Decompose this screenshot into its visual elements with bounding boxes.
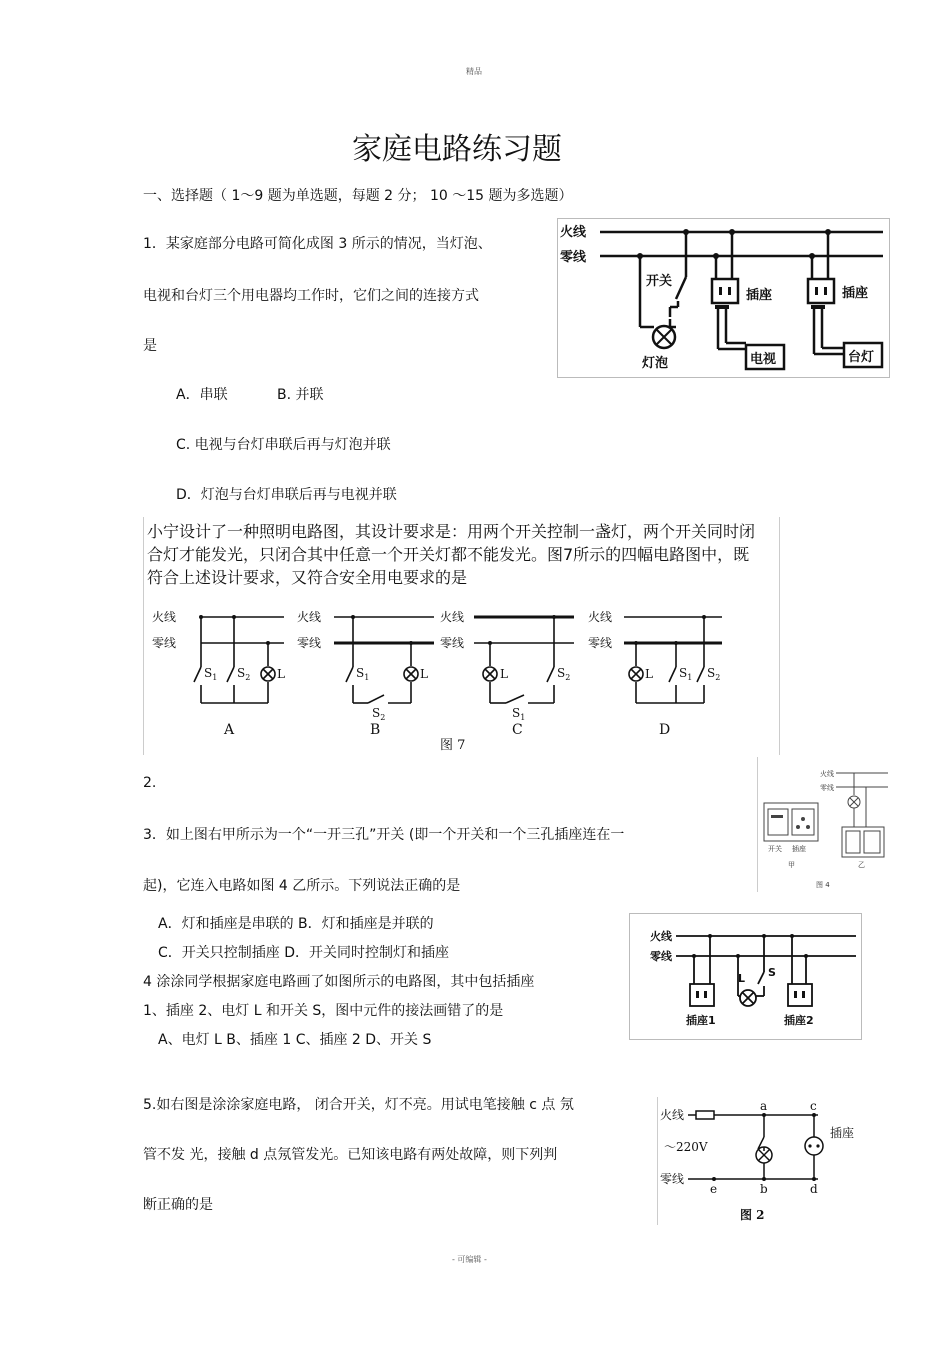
q5-line3: 断正确的是 — [143, 1197, 213, 1213]
q1-fig-lamp-label: 台灯 — [848, 350, 875, 365]
q1-line2: 电视和台灯三个用电器均工作时，它们之间的连接方式 — [143, 288, 479, 304]
q5-line2: 管不发 光，接触 d 点氖管发光。已知该电路有两处故障，则下列判 — [143, 1147, 558, 1163]
q4-fig-live: 火线 — [650, 930, 672, 943]
q2-b-l: L — [420, 667, 428, 681]
q2-caption: 图 7 — [440, 738, 466, 753]
q3-fig-jia: 甲 — [788, 861, 795, 869]
q1-fig-switch-label: 开关 — [646, 274, 673, 289]
q2-label-d: D — [659, 722, 671, 738]
q1-option-d: D．灯泡与台灯串联后再与电视并联 — [176, 487, 397, 503]
q2-b-neutral: 零线 — [297, 636, 322, 650]
q3-line1: 3．如上图右甲所示为一个“一开三孔”开关 (即一个开关和一个三孔插座连在一 — [143, 827, 625, 843]
q4-fig-neutral: 零线 — [650, 950, 672, 963]
q5-fig-caption: 图 2 — [740, 1208, 765, 1222]
q2-d-live: 火线 — [588, 610, 613, 624]
q4-fig-socket1: 插座1 — [686, 1014, 716, 1027]
q2-c-l: L — [500, 667, 508, 681]
q2-label-b: B — [370, 722, 381, 738]
q5-fig-neutral: 零线 — [660, 1172, 685, 1186]
q5-line1: 5.如右图是涂涂家庭电路， 闭合开关，灯不亮。用试电笔接触 c 点 氖 — [143, 1097, 574, 1113]
q5-fig-live: 火线 — [660, 1108, 685, 1122]
q2-label-a: A — [224, 722, 235, 738]
q2-text-line1: 小宁设计了一种照明电路图，其设计要求是：用两个开关控制一盏灯，两个开关同时闭 — [147, 522, 756, 541]
q3-fig-neutral: 零线 — [820, 784, 834, 792]
q4-line2: 1、插座 2、电灯 L 和开关 S，图中元件的接法画错了的是 — [143, 1003, 504, 1019]
q4-fig-l: L — [738, 972, 746, 985]
q3-options-ab: A．灯和插座是串联的 B．灯和插座是并联的 — [158, 916, 434, 932]
q1-circuit-figure — [557, 218, 890, 378]
page-header: 精品 — [466, 67, 482, 76]
q5-fig-a: a — [760, 1099, 768, 1113]
q3-fig-socket: 插座 — [792, 845, 806, 853]
page-footer: - 可编辑 - — [452, 1255, 487, 1264]
q2-d-l: L — [645, 667, 653, 681]
q2-b-s1: $S_1$ — [356, 666, 370, 682]
q2-label-c: C — [512, 722, 523, 738]
q2-c-neutral: 零线 — [440, 636, 465, 650]
q2-a-s1: $S_1$ — [204, 666, 218, 682]
q4-fig-s: S — [768, 966, 776, 979]
q1-option-a: A．串联 — [176, 387, 228, 403]
q4-options: A、电灯 L B、插座 1 C、插座 2 D、开关 S — [158, 1032, 432, 1048]
q1-fig-bulb-label: 灯泡 — [642, 356, 669, 371]
q1-line1: 1．某家庭部分电路可简化成图 3 所示的情况，当灯泡、 — [143, 236, 492, 252]
q3-fig-caption: 图 4 — [816, 881, 830, 889]
q1-option-c: C. 电视与台灯串联后再与灯泡并联 — [176, 437, 391, 453]
q2-c-s1: $S_1$ — [512, 706, 526, 722]
q5-fig-socket: 插座 — [830, 1126, 855, 1140]
q2-a-s2: $S_2$ — [237, 666, 251, 682]
q4-line1: 4 涂涂同学根据家庭电路画了如图所示的电路图，其中包括插座 — [143, 974, 535, 990]
q3-line2: 起)，它连入电路如图 4 乙所示。下列说法正确的是 — [143, 878, 461, 894]
q2-figure — [143, 517, 780, 755]
q3-options-cd: C．开关只控制插座 D．开关同时控制灯和插座 — [158, 945, 450, 961]
q2-b-live: 火线 — [297, 610, 322, 624]
q1-fig-live-label: 火线 — [560, 225, 587, 240]
q4-fig-socket2: 插座2 — [784, 1014, 814, 1027]
q1-line3: 是 — [143, 338, 157, 354]
section-heading: 一、选择题（ 1～9 题为单选题，每题 2 分； 10 ～15 题为多选题） — [143, 188, 573, 204]
q2-text-line3: 符合上述设计要求，又符合安全用电要求的是 — [147, 568, 468, 587]
q5-fig-voltage: ～220V — [664, 1140, 708, 1154]
q5-fig-d: d — [810, 1182, 818, 1196]
q5-fig-b: b — [760, 1182, 768, 1196]
q2-c-live: 火线 — [440, 610, 465, 624]
q1-fig-socket1-label: 插座 — [746, 288, 773, 303]
q2-a-l: L — [277, 667, 285, 681]
q2-c-s2: $S_2$ — [557, 666, 571, 682]
q5-fig-e: e — [710, 1182, 718, 1196]
q5-fig-c: c — [810, 1099, 817, 1113]
page-title: 家庭电路练习题 — [352, 132, 562, 167]
q2-d-s2: $S_2$ — [707, 666, 721, 682]
q3-fig-switch: 开关 — [768, 845, 782, 853]
q1-fig-tv-label: 电视 — [750, 352, 777, 367]
q2-d-neutral: 零线 — [588, 636, 613, 650]
q2-text-line2: 合灯才能发光，只闭合其中任意一个开关灯都不能发光。图7所示的四幅电路图中，既 — [147, 545, 750, 564]
q4-figure — [629, 913, 862, 1040]
q2-number: 2. — [143, 775, 157, 791]
q3-fig-live: 火线 — [820, 770, 834, 778]
q3-figure — [757, 757, 889, 892]
q2-b-s2: $S_2$ — [372, 706, 386, 722]
q1-option-b: B. 并联 — [277, 387, 324, 403]
q2-a-neutral: 零线 — [152, 636, 177, 650]
q2-a-live: 火线 — [152, 610, 177, 624]
q3-fig-yi: 乙 — [858, 861, 865, 869]
q1-fig-socket2-label: 插座 — [842, 286, 869, 301]
q2-d-s1: $S_1$ — [679, 666, 693, 682]
q5-figure — [657, 1097, 861, 1225]
q1-fig-neutral-label: 零线 — [560, 250, 587, 265]
